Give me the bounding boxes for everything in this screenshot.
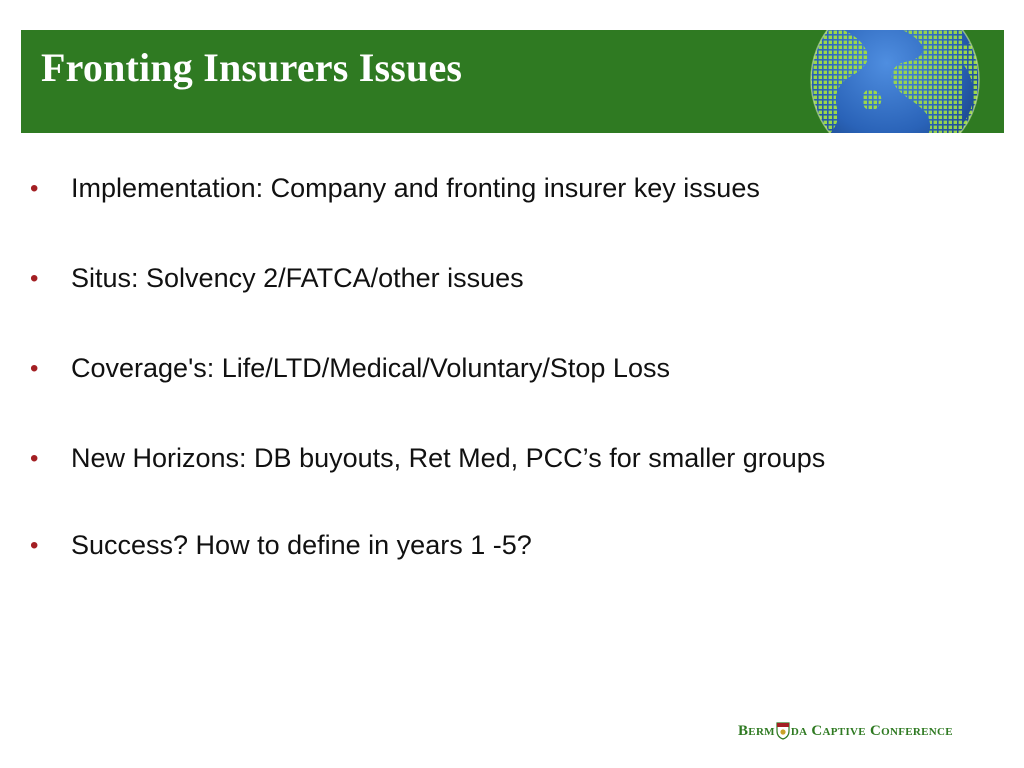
bullet-marker: • bbox=[30, 445, 39, 472]
conference-logo bbox=[738, 718, 953, 744]
header-bar bbox=[21, 30, 1004, 133]
slide-title: Fronting Insurers Issues bbox=[41, 45, 463, 90]
bullet-item bbox=[30, 442, 950, 475]
bullet-text: New Horizons: DB buyouts, Ret Med, PCC’s for smaller groups bbox=[71, 443, 826, 473]
bullet-text: Implementation: Company and fronting insurer key issues bbox=[71, 173, 760, 203]
bullet-marker: • bbox=[30, 175, 39, 202]
bullet-text: Situs: Solvency 2/FATCA/other issues bbox=[71, 263, 524, 293]
bullet-item bbox=[30, 352, 950, 385]
logo-text-part2: da Captive Conference bbox=[790, 722, 953, 739]
bullet-text: Coverage's: Life/LTD/Medical/Voluntary/Stop Loss bbox=[71, 353, 670, 383]
bullet-item bbox=[30, 172, 950, 205]
bullet-item bbox=[30, 262, 950, 295]
bullet-marker: • bbox=[30, 532, 39, 559]
bullet-item bbox=[30, 529, 950, 562]
globe-icon bbox=[803, 30, 983, 133]
crest-icon bbox=[776, 722, 790, 740]
bullet-text: Success? How to define in years 1 -5? bbox=[71, 530, 532, 560]
logo-text-part1: Berm bbox=[738, 722, 775, 739]
bullet-marker: • bbox=[30, 265, 39, 292]
bullet-marker: • bbox=[30, 355, 39, 382]
bullet-list bbox=[30, 172, 950, 619]
